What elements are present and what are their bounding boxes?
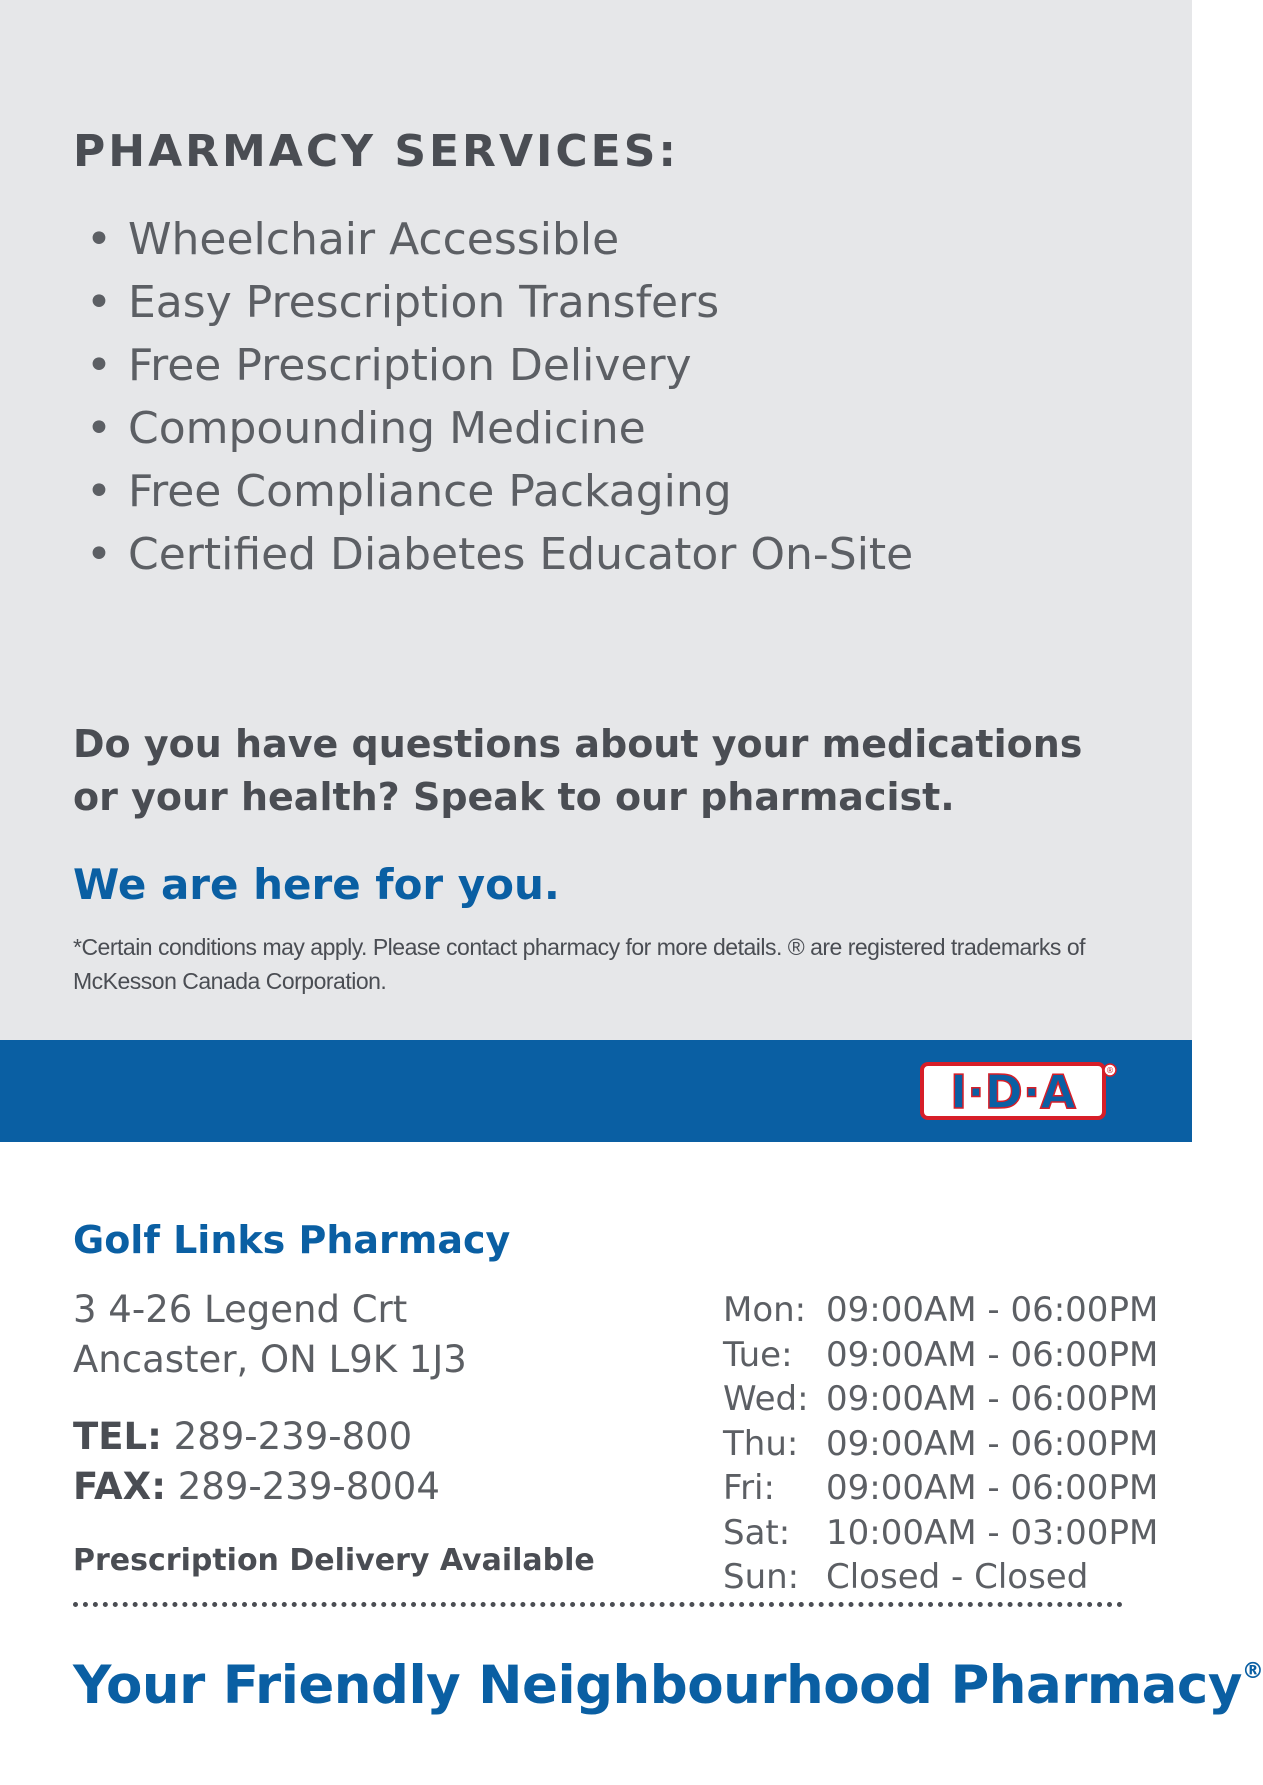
disclaimer-line-2: McKesson Canada Corporation. <box>73 968 387 994</box>
hours-row <box>723 1422 1158 1467</box>
registered-mark: ® <box>1241 1659 1263 1684</box>
service-item: • Free Compliance Packaging <box>86 460 913 523</box>
hours-row <box>723 1466 1158 1511</box>
hours-row <box>723 1555 1158 1600</box>
service-item: • Easy Prescription Transfers <box>86 271 913 334</box>
time-range: 09:00AM - 06:00PM <box>826 1334 1159 1375</box>
pharmacy-name: Golf Links Pharmacy <box>73 1218 511 1262</box>
ida-logo-icon <box>920 1060 1120 1122</box>
services-title: PHARMACY SERVICES: <box>73 126 679 177</box>
tagline <box>73 1655 1263 1716</box>
day-label: Sat: <box>723 1512 791 1553</box>
here-for-you-text: We are here for you. <box>73 860 560 909</box>
service-item: • Wheelchair Accessible <box>86 208 913 271</box>
dotted-divider <box>73 1602 1123 1607</box>
pharmacy-address <box>73 1285 467 1385</box>
contact-info <box>73 1412 440 1512</box>
services-list <box>86 208 913 586</box>
service-item: • Compounding Medicine <box>86 397 913 460</box>
logo-registered-mark: ® <box>1106 1066 1114 1075</box>
day-label: Thu: <box>723 1423 799 1464</box>
store-hours <box>723 1288 1158 1600</box>
day-label: Tue: <box>723 1334 793 1375</box>
tagline-text: Your Friendly Neighbourhood Pharmacy <box>73 1655 1242 1716</box>
day-label: Sun: <box>723 1557 800 1597</box>
service-item: • Certified Diabetes Educator On-Site <box>86 523 913 586</box>
question-line-2: or your health? Speak to our pharmacist. <box>73 775 955 819</box>
logo-text: I·D·A <box>950 1065 1076 1119</box>
time-range: 10:00AM - 03:00PM <box>826 1512 1159 1553</box>
day-label: Mon: <box>723 1290 807 1330</box>
disclaimer-line-1: *Certain conditions may apply. Please contact pharmacy for more details. ® are registered trademarks of <box>73 934 1086 960</box>
time-range: 09:00AM - 06:00PM <box>826 1468 1159 1508</box>
time-range: 09:00AM - 06:00PM <box>826 1379 1159 1419</box>
fax-number: 289-239-8004 <box>177 1465 440 1508</box>
time-range: 09:00AM - 06:00PM <box>826 1423 1159 1464</box>
fax-label: FAX: <box>73 1465 166 1508</box>
hours-row <box>723 1511 1158 1556</box>
address-line-2: Ancaster, ON L9K 1J3 <box>73 1338 467 1381</box>
time-range: 09:00AM - 06:00PM <box>826 1290 1159 1330</box>
address-line-1: 3 4-26 Legend Crt <box>73 1288 408 1331</box>
time-range: Closed - Closed <box>826 1557 1089 1597</box>
tel-label: TEL: <box>73 1415 162 1458</box>
service-item: • Free Prescription Delivery <box>86 334 913 397</box>
hours-row <box>723 1288 1158 1333</box>
hours-row <box>723 1377 1158 1422</box>
day-label: Wed: <box>723 1379 809 1419</box>
hours-row <box>723 1333 1158 1378</box>
telephone-row <box>73 1412 440 1462</box>
delivery-note: Prescription Delivery Available <box>73 1543 595 1578</box>
disclaimer <box>73 930 1113 998</box>
fax-row <box>73 1462 440 1512</box>
tel-number[interactable]: 289-239-800 <box>173 1415 413 1458</box>
pharmacist-question <box>73 718 1133 824</box>
question-line-1: Do you have questions about your medications <box>73 722 1083 766</box>
day-label: Fri: <box>723 1468 775 1508</box>
